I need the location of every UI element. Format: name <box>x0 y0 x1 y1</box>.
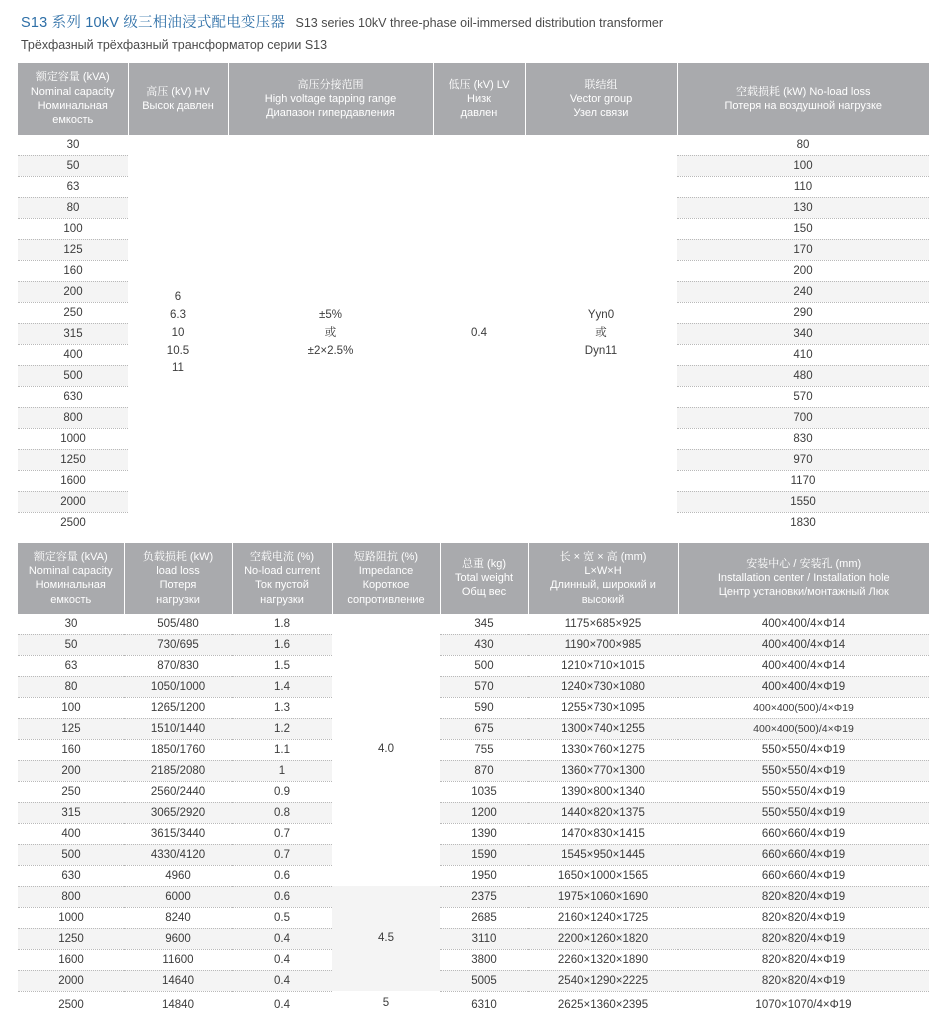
cell-no-load-loss: 110 <box>677 176 929 197</box>
cell-capacity: 2000 <box>18 491 128 512</box>
cell-load-loss: 14640 <box>124 970 232 991</box>
cell-no-load-current: 1.6 <box>232 634 332 655</box>
cell-no-load-current: 0.5 <box>232 907 332 928</box>
cell-dimensions: 1300×740×1255 <box>528 718 678 739</box>
cell-load-loss: 4330/4120 <box>124 844 232 865</box>
cell-installation: 400×400(500)/4×Φ19 <box>678 697 929 718</box>
cell-total-weight: 3800 <box>440 949 528 970</box>
cell-installation: 820×820/4×Φ19 <box>678 928 929 949</box>
cell-no-load-loss: 240 <box>677 281 929 302</box>
cell-capacity: 50 <box>18 634 124 655</box>
cell-installation: 820×820/4×Φ19 <box>678 970 929 991</box>
tapping-value: ±2×2.5% <box>307 344 354 357</box>
cell-no-load-current: 1.5 <box>232 655 332 676</box>
cell-no-load-loss: 130 <box>677 197 929 218</box>
cell-dimensions: 1975×1060×1690 <box>528 886 678 907</box>
ratings-table-head <box>18 63 929 134</box>
cell-installation: 820×820/4×Φ19 <box>678 949 929 970</box>
cell-no-load-current: 0.7 <box>232 844 332 865</box>
th-line: High voltage tapping range <box>264 92 397 105</box>
cell-total-weight: 590 <box>440 697 528 718</box>
title-english: S13 series 10kV three-phase oil-immersed distribution transformer <box>295 16 664 30</box>
th-line: 空载损耗 (kW) No-load loss <box>736 85 871 98</box>
cell-installation: 660×660/4×Φ19 <box>678 865 929 886</box>
cell-installation: 400×400/4×Φ14 <box>678 614 929 635</box>
cell-lv: 0.4 <box>433 135 525 533</box>
cell-no-load-loss: 570 <box>677 386 929 407</box>
table-row <box>18 614 929 635</box>
cell-capacity: 160 <box>18 260 128 281</box>
table-row <box>18 802 929 823</box>
th-line: 短路阻抗 (%) <box>353 550 419 563</box>
tapping-value: 或 <box>324 326 337 339</box>
cell-load-loss: 870/830 <box>124 655 232 676</box>
cell-total-weight: 2685 <box>440 907 528 928</box>
cell-total-weight: 5005 <box>440 970 528 991</box>
cell-dimensions: 2200×1260×1820 <box>528 928 678 949</box>
cell-load-loss: 505/480 <box>124 614 232 635</box>
cell-total-weight: 755 <box>440 739 528 760</box>
cell-capacity: 160 <box>18 739 124 760</box>
cell-no-load-loss: 170 <box>677 239 929 260</box>
dimensions-table-wrapper <box>18 543 929 1018</box>
th-line: нагрузки <box>156 593 200 606</box>
cell-capacity: 200 <box>18 281 128 302</box>
cell-capacity: 30 <box>18 614 124 635</box>
cell-dimensions: 1545×950×1445 <box>528 844 678 865</box>
cell-capacity: 1600 <box>18 949 124 970</box>
th-line: Потеря <box>159 579 197 592</box>
title-russian: Трёхфазный трёхфазный трансформатор серии S13 <box>21 37 328 52</box>
cell-installation: 820×820/4×Φ19 <box>678 886 929 907</box>
cell-load-loss: 6000 <box>124 886 232 907</box>
cell-no-load-loss: 80 <box>677 135 929 156</box>
cell-no-load-current: 1.2 <box>232 718 332 739</box>
cell-capacity: 63 <box>18 655 124 676</box>
cell-capacity: 100 <box>18 697 124 718</box>
table-header-row <box>18 543 929 614</box>
th-line: Общ вес <box>461 586 507 599</box>
th-line: сопротивление <box>347 593 425 606</box>
cell-load-loss: 9600 <box>124 928 232 949</box>
th-vector-group <box>525 63 677 134</box>
cell-installation: 550×550/4×Φ19 <box>678 802 929 823</box>
th-line: 空载电流 (%) <box>249 550 315 563</box>
cell-installation: 820×820/4×Φ19 <box>678 907 929 928</box>
cell-load-loss: 2185/2080 <box>124 760 232 781</box>
cell-installation: 660×660/4×Φ19 <box>678 844 929 865</box>
table-row <box>18 676 929 697</box>
table-row <box>18 823 929 844</box>
page-title <box>21 12 929 53</box>
cell-no-load-current: 0.8 <box>232 802 332 823</box>
cell-no-load-loss: 290 <box>677 302 929 323</box>
cell-capacity: 63 <box>18 176 128 197</box>
th-hv <box>128 63 228 134</box>
th-lv <box>433 63 525 134</box>
cell-dimensions: 1175×685×925 <box>528 614 678 635</box>
cell-impedance: 5 <box>332 991 440 1017</box>
th-line: Низк <box>467 92 491 105</box>
cell-no-load-loss: 340 <box>677 323 929 344</box>
table-row <box>18 697 929 718</box>
cell-installation: 550×550/4×Φ19 <box>678 760 929 781</box>
th-nominal-capacity <box>18 63 128 134</box>
th-line: Vector group <box>569 92 633 105</box>
dimensions-table-head <box>18 543 929 614</box>
table-row <box>18 655 929 676</box>
cell-installation: 550×550/4×Φ19 <box>678 739 929 760</box>
cell-load-loss: 1265/1200 <box>124 697 232 718</box>
cell-capacity: 80 <box>18 197 128 218</box>
vector-group-value: Yyn0 <box>587 308 615 321</box>
cell-tapping-range <box>228 135 433 533</box>
cell-capacity: 1000 <box>18 907 124 928</box>
cell-no-load-loss: 1170 <box>677 470 929 491</box>
th-load-loss <box>124 543 232 614</box>
cell-capacity: 125 <box>18 718 124 739</box>
cell-total-weight: 430 <box>440 634 528 655</box>
cell-no-load-current: 1.8 <box>232 614 332 635</box>
cell-no-load-loss: 480 <box>677 365 929 386</box>
cell-load-loss: 14840 <box>124 991 232 1017</box>
cell-capacity: 630 <box>18 865 124 886</box>
cell-no-load-loss: 1830 <box>677 512 929 533</box>
hv-value: 10 <box>171 326 185 339</box>
cell-capacity: 125 <box>18 239 128 260</box>
tapping-value: ±5% <box>319 308 342 321</box>
cell-capacity: 100 <box>18 218 128 239</box>
ratings-table-body <box>18 135 929 533</box>
cell-no-load-loss: 150 <box>677 218 929 239</box>
th-line: No-load current <box>244 564 320 577</box>
th-line: 长 × 宽 × 高 (mm) <box>559 550 647 563</box>
cell-installation: 400×400(500)/4×Φ19 <box>678 718 929 739</box>
cell-dimensions: 2625×1360×2395 <box>528 991 678 1017</box>
cell-dimensions: 1190×700×985 <box>528 634 678 655</box>
cell-capacity: 1000 <box>18 428 128 449</box>
cell-total-weight: 1200 <box>440 802 528 823</box>
th-line: Длинный, широкий и <box>550 579 656 592</box>
dimensions-table-body <box>18 614 929 1017</box>
cell-installation: 400×400/4×Φ14 <box>678 634 929 655</box>
vector-group-value: Dyn11 <box>584 344 618 357</box>
table-row <box>18 634 929 655</box>
cell-dimensions: 1390×800×1340 <box>528 781 678 802</box>
cell-no-load-loss: 410 <box>677 344 929 365</box>
cell-dimensions: 1360×770×1300 <box>528 760 678 781</box>
cell-total-weight: 570 <box>440 676 528 697</box>
cell-dimensions: 1440×820×1375 <box>528 802 678 823</box>
cell-dimensions: 1650×1000×1565 <box>528 865 678 886</box>
cell-total-weight: 870 <box>440 760 528 781</box>
dimensions-table <box>18 543 929 1018</box>
th-line: Короткое <box>362 579 410 592</box>
cell-no-load-current: 0.6 <box>232 865 332 886</box>
cell-no-load-current: 1.4 <box>232 676 332 697</box>
th-nominal-capacity <box>18 543 124 614</box>
th-line: Ток пустой <box>255 579 309 592</box>
table-row <box>18 949 929 970</box>
th-line: 总重 (kg) <box>462 557 506 570</box>
table-row <box>18 739 929 760</box>
th-line: Nominal capacity <box>30 85 115 98</box>
th-impedance <box>332 543 440 614</box>
cell-total-weight: 675 <box>440 718 528 739</box>
th-line: Узел связи <box>573 107 629 120</box>
cell-no-load-current: 0.9 <box>232 781 332 802</box>
cell-no-load-loss: 700 <box>677 407 929 428</box>
table-row <box>18 781 929 802</box>
cell-load-loss: 1050/1000 <box>124 676 232 697</box>
table-header-row <box>18 63 929 134</box>
cell-total-weight: 3110 <box>440 928 528 949</box>
cell-load-loss: 8240 <box>124 907 232 928</box>
cell-capacity: 30 <box>18 135 128 156</box>
cell-capacity: 500 <box>18 365 128 386</box>
cell-no-load-current: 0.4 <box>232 991 332 1017</box>
hv-value: 10.5 <box>166 344 190 357</box>
th-line: Центр установки/монтажный Люк <box>718 586 889 599</box>
cell-installation: 400×400/4×Φ14 <box>678 655 929 676</box>
cell-capacity: 50 <box>18 155 128 176</box>
cell-capacity: 500 <box>18 844 124 865</box>
th-line: Номинальная <box>35 579 106 592</box>
cell-impedance: 4.5 <box>332 886 440 991</box>
th-line: 负载损耗 (kW) <box>142 550 214 563</box>
cell-impedance: 4.0 <box>332 614 440 887</box>
th-line: 高压 (kV) HV <box>146 85 210 98</box>
cell-no-load-current: 1.1 <box>232 739 332 760</box>
cell-dimensions: 1210×710×1015 <box>528 655 678 676</box>
cell-installation: 400×400/4×Φ19 <box>678 676 929 697</box>
th-line: давлен <box>460 107 498 120</box>
cell-capacity: 800 <box>18 886 124 907</box>
cell-load-loss: 730/695 <box>124 634 232 655</box>
cell-no-load-current: 0.4 <box>232 928 332 949</box>
cell-installation: 1070×1070/4×Φ19 <box>678 991 929 1017</box>
th-line: Высок давлен <box>142 100 214 113</box>
cell-total-weight: 500 <box>440 655 528 676</box>
th-line: Диапазон гипердавления <box>266 107 395 120</box>
th-line: 额定容量 (kVA) <box>33 550 108 563</box>
table-row <box>18 718 929 739</box>
th-line: Installation center / Installation hole <box>717 572 890 585</box>
cell-capacity: 1250 <box>18 449 128 470</box>
vector-group-value: 或 <box>595 326 607 339</box>
th-line: высокий <box>581 593 625 606</box>
table-row <box>18 991 929 1017</box>
th-line: Impedance <box>358 564 414 577</box>
cell-capacity: 400 <box>18 344 128 365</box>
cell-no-load-current: 0.6 <box>232 886 332 907</box>
th-line: нагрузки <box>260 593 304 606</box>
cell-total-weight: 6310 <box>440 991 528 1017</box>
cell-capacity: 80 <box>18 676 124 697</box>
cell-load-loss: 3065/2920 <box>124 802 232 823</box>
cell-load-loss: 3615/3440 <box>124 823 232 844</box>
cell-dimensions: 1255×730×1095 <box>528 697 678 718</box>
cell-dimensions: 2540×1290×2225 <box>528 970 678 991</box>
cell-dimensions: 1470×830×1415 <box>528 823 678 844</box>
cell-capacity: 315 <box>18 323 128 344</box>
th-line: 额定容量 (kVA) <box>35 71 110 84</box>
cell-total-weight: 1035 <box>440 781 528 802</box>
th-line: емкость <box>50 593 92 606</box>
cell-vector-group <box>525 135 677 533</box>
table-row <box>18 886 929 907</box>
cell-no-load-current: 0.4 <box>232 970 332 991</box>
th-line: Nominal capacity <box>28 564 113 577</box>
th-installation <box>678 543 929 614</box>
cell-capacity: 250 <box>18 781 124 802</box>
cell-no-load-current: 0.4 <box>232 949 332 970</box>
cell-dimensions: 2160×1240×1725 <box>528 907 678 928</box>
th-line: емкость <box>52 114 94 127</box>
th-dimensions <box>528 543 678 614</box>
cell-capacity: 630 <box>18 386 128 407</box>
ratings-table-wrapper <box>18 63 929 532</box>
th-line: Номинальная <box>37 100 108 113</box>
cell-total-weight: 1590 <box>440 844 528 865</box>
cell-installation: 550×550/4×Φ19 <box>678 781 929 802</box>
th-line: Total weight <box>454 572 514 585</box>
cell-load-loss: 11600 <box>124 949 232 970</box>
table-row <box>18 928 929 949</box>
th-line: 低压 (kV) LV <box>448 78 510 91</box>
cell-capacity: 1600 <box>18 470 128 491</box>
cell-total-weight: 1390 <box>440 823 528 844</box>
th-line: 联结组 <box>584 78 618 91</box>
table-row <box>18 844 929 865</box>
cell-no-load-current: 1 <box>232 760 332 781</box>
cell-no-load-loss: 1550 <box>677 491 929 512</box>
th-no-load-current <box>232 543 332 614</box>
cell-dimensions: 1240×730×1080 <box>528 676 678 697</box>
th-line: 安装中心 / 安装孔 (mm) <box>746 557 862 570</box>
th-line: 高压分接范围 <box>297 78 364 91</box>
cell-total-weight: 2375 <box>440 886 528 907</box>
cell-load-loss: 4960 <box>124 865 232 886</box>
cell-no-load-loss: 100 <box>677 155 929 176</box>
hv-value: 11 <box>172 362 184 375</box>
cell-capacity: 800 <box>18 407 128 428</box>
cell-dimensions: 2260×1320×1890 <box>528 949 678 970</box>
cell-capacity: 1250 <box>18 928 124 949</box>
cell-capacity: 2000 <box>18 970 124 991</box>
cell-no-load-loss: 970 <box>677 449 929 470</box>
cell-no-load-loss: 830 <box>677 428 929 449</box>
cell-total-weight: 1950 <box>440 865 528 886</box>
table-row <box>18 970 929 991</box>
cell-total-weight: 345 <box>440 614 528 635</box>
ratings-table <box>18 63 929 532</box>
cell-installation: 660×660/4×Φ19 <box>678 823 929 844</box>
cell-capacity: 200 <box>18 760 124 781</box>
table-row <box>18 907 929 928</box>
th-hv-tapping-range <box>228 63 433 134</box>
cell-capacity: 400 <box>18 823 124 844</box>
th-line: load loss <box>156 564 200 577</box>
cell-load-loss: 1510/1440 <box>124 718 232 739</box>
cell-dimensions: 1330×760×1275 <box>528 739 678 760</box>
hv-value: 6 <box>174 291 182 304</box>
cell-capacity: 2500 <box>18 991 124 1017</box>
cell-hv-values <box>128 135 228 533</box>
table-row <box>18 135 929 156</box>
th-line: Потеря на воздушной нагрузке <box>724 100 883 113</box>
cell-no-load-loss: 200 <box>677 260 929 281</box>
cell-load-loss: 2560/2440 <box>124 781 232 802</box>
th-no-load-loss <box>677 63 929 134</box>
cell-capacity: 315 <box>18 802 124 823</box>
cell-no-load-current: 1.3 <box>232 697 332 718</box>
cell-no-load-current: 0.7 <box>232 823 332 844</box>
th-total-weight <box>440 543 528 614</box>
cell-capacity: 2500 <box>18 512 128 533</box>
cell-load-loss: 1850/1760 <box>124 739 232 760</box>
title-chinese: S13 系列 10kV 级三相油浸式配电变压器 <box>21 15 286 31</box>
th-line: L×W×H <box>584 564 622 577</box>
cell-capacity: 250 <box>18 302 128 323</box>
table-row <box>18 865 929 886</box>
hv-value: 6.3 <box>170 308 186 321</box>
table-row <box>18 760 929 781</box>
